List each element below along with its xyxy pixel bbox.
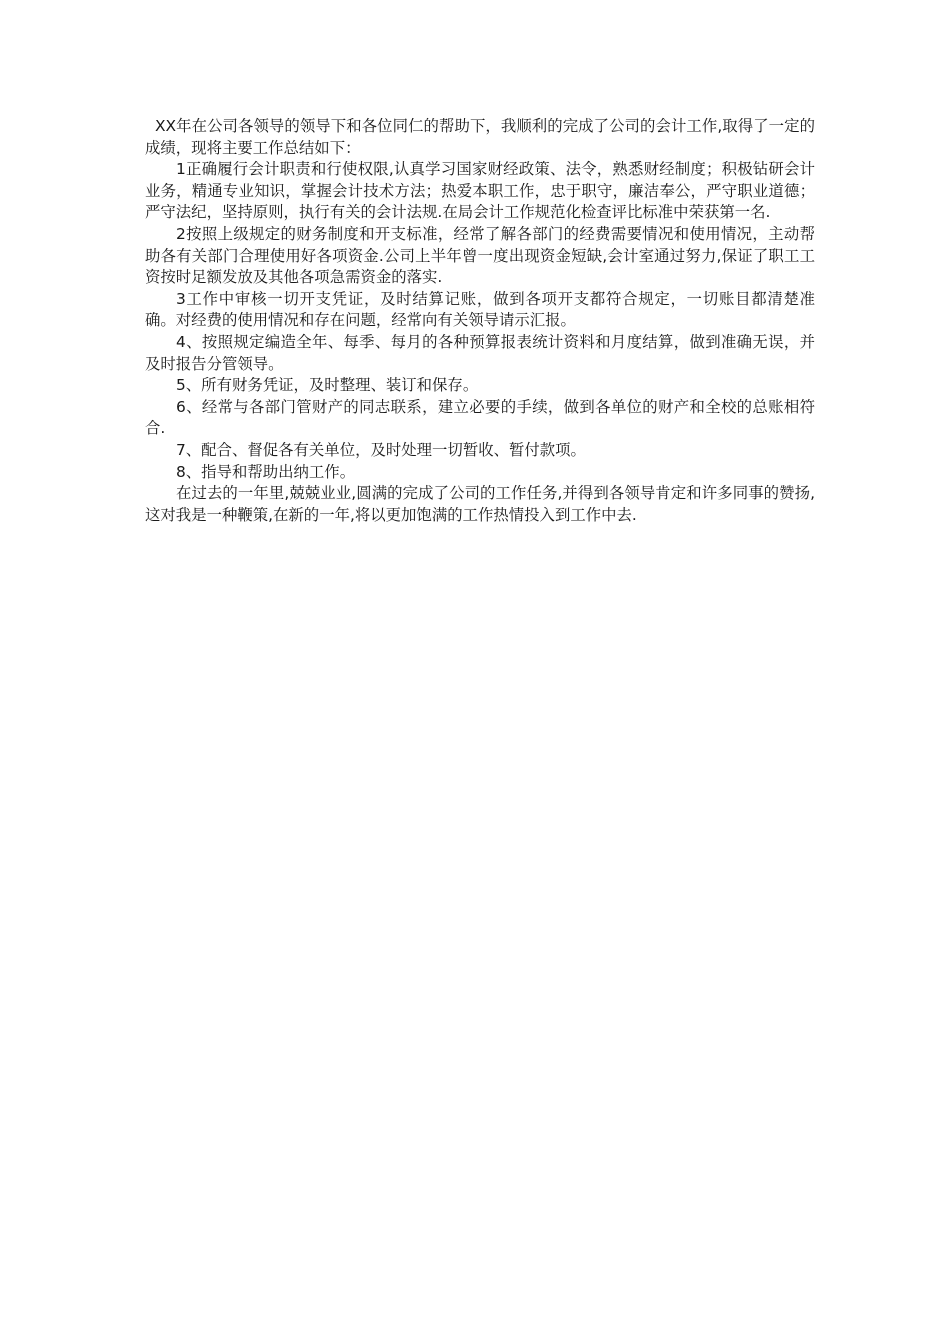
item-2-paragraph: 2按照上级规定的财务制度和开支标准，经常了解各部门的经费需要情况和使用情况，主动帮助各有关部门合理使用好各项资金.公司上半年曾一度出现资金短缺,会计室通过努力,保证了职工工资按时足额发放及其他各项急需资金的落实. (145, 224, 815, 287)
item-6-paragraph: 6、经常与各部门管财产的同志联系，建立必要的手续，做到各单位的财产和全校的总账相符合. (145, 397, 815, 438)
item-7-paragraph: 7、配合、督促各有关单位，及时处理一切暂收、暂付款项。 (176, 440, 586, 459)
closing-paragraph: 在过去的一年里,兢兢业业,圆满的完成了公司的工作任务,并得到各领导肯定和许多同事的赞扬,这对我是一种鞭策,在新的一年,将以更加饱满的工作热情投入到工作中去. (145, 484, 815, 524)
item-8-paragraph: 8、指导和帮助出纳工作。 (176, 462, 356, 481)
document-body (145, 116, 815, 526)
item-4-paragraph: 4、按照规定编造全年、每季、每月的各种预算报表统计资料和月度结算，做到准确无误，并及时报告分管领导。 (145, 332, 815, 373)
item-3-paragraph: 3工作中审核一切开支凭证，及时结算记账，做到各项开支都符合规定，一切账目都清楚准确。对经费的使用情况和存在问题，经常向有关领导请示汇报。 (145, 289, 815, 330)
item-1-paragraph: 1正确履行会计职责和行使权限,认真学习国家财经政策、法令，熟悉财经制度；积极钻研会计业务，精通专业知识，掌握会计技术方法；热爱本职工作，忠于职守，廉洁奉公，严守职业道德；严守法纪，坚持原则，执行有关的会计法规.在局会计工作规范化检查评比标准中荣获第一名. (145, 160, 815, 222)
intro-paragraph: XX年在公司各领导的领导下和各位同仁的帮助下，我顺利的完成了公司的会计工作,取得了一定的成绩，现将主要工作总结如下： (145, 117, 815, 157)
item-5-paragraph: 5、所有财务凭证，及时整理、装订和保存。 (176, 376, 479, 395)
